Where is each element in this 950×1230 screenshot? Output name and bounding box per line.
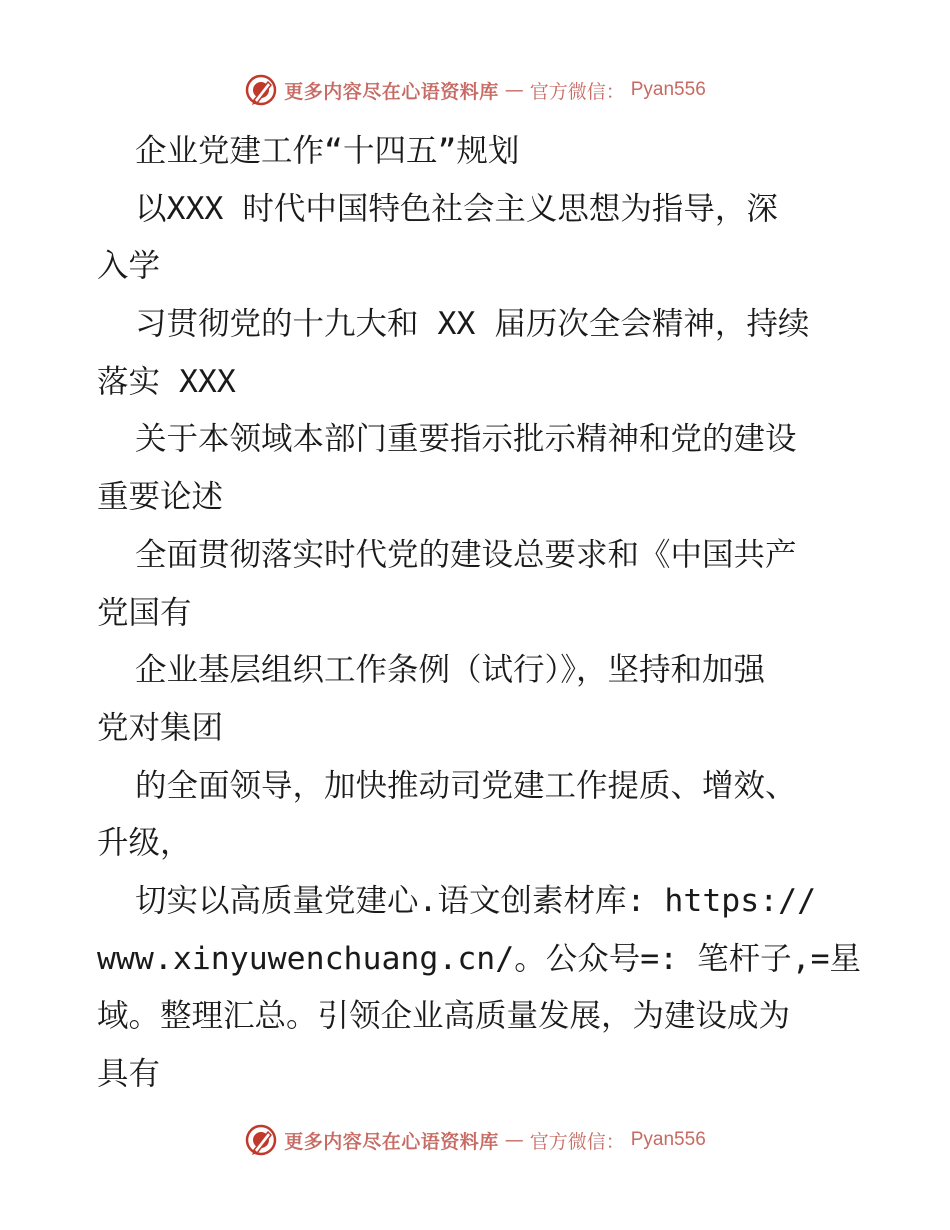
paragraph-line: 升级， — [97, 825, 192, 862]
header-banner — [0, 70, 950, 110]
paragraph-line: 党国有 — [97, 594, 192, 631]
header-promo-text: 更多内容尽在心语资料库 — [284, 80, 499, 103]
paragraph-line: 落实 XXX — [97, 363, 236, 400]
paragraph-line: 全面贯彻落实时代党的建设总要求和《中国共产 — [135, 536, 797, 573]
header-wechat-id: Pyan556 — [630, 79, 706, 100]
paragraph-line: 域。整理汇总。引领企业高质量发展，为建设成为 — [97, 998, 791, 1035]
pen-logo-icon — [244, 1123, 278, 1157]
header-separator: — — [504, 79, 524, 101]
paragraph-line: 党对集团 — [97, 709, 224, 746]
paragraph-line: 的全面领导，加快推动司党建工作提质、增效、 — [135, 767, 797, 804]
paragraph-line: 具有 — [97, 1056, 161, 1092]
footer-promo-text: 更多内容尽在心语资料库 — [284, 1130, 499, 1153]
doc-title: 企业党建工作“十四五”规划 — [135, 133, 520, 169]
paragraph-line: 企业基层组织工作条例（试行）》，坚持和加强 — [135, 652, 766, 689]
paragraph-line: 习贯彻党的十九大和 XX 届历次全会精神，持续 — [135, 306, 810, 343]
paragraph-line: 重要论述 — [97, 479, 224, 516]
pen-logo-icon — [244, 73, 278, 107]
footer-wechat-id: Pyan556 — [630, 1129, 706, 1150]
paragraph-line: 关于本领域本部门重要指示批示精神和党的建设 — [135, 421, 797, 458]
paragraph-line: 切实以高质量党建心.语文创素材库: https:// — [135, 882, 817, 919]
footer-wechat-label: 官方微信： — [529, 1130, 625, 1153]
document-body — [97, 123, 862, 1104]
footer-banner — [0, 1120, 950, 1160]
paragraph-line: 入学 — [97, 248, 161, 285]
paragraph-line: 以XXX 时代中国特色社会主义思想为指导，深 — [135, 190, 778, 227]
header-wechat-label: 官方微信： — [529, 80, 625, 103]
footer-separator: — — [504, 1129, 524, 1151]
paragraph-line: www.xinyuwenchuang.cn/。公众号=: 笔杆子,=星 — [97, 940, 862, 977]
